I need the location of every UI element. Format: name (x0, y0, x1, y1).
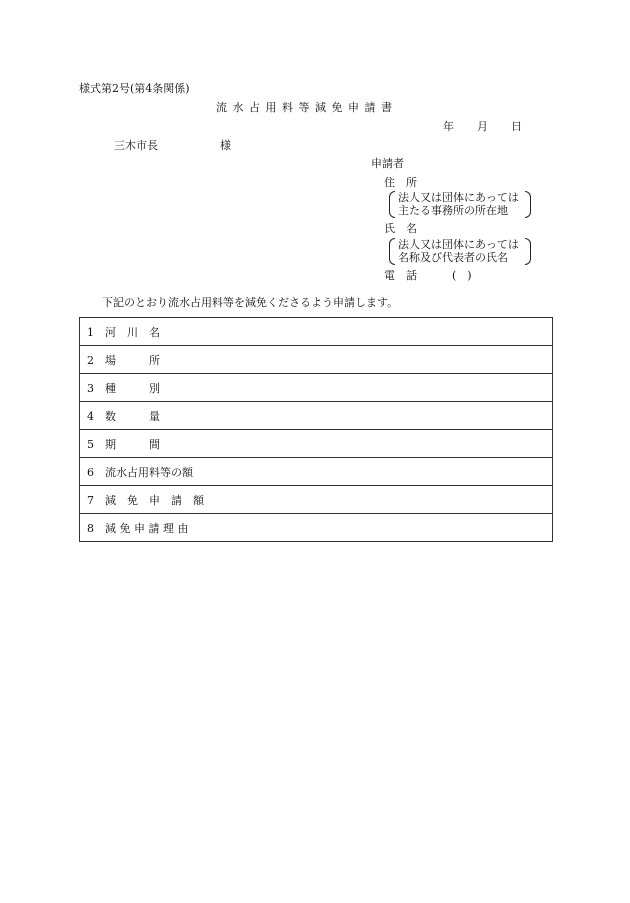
item-label: 河 川 名 (105, 325, 160, 339)
table-row (80, 374, 553, 402)
item-number: 6 (87, 465, 94, 479)
name-note-line-1: 法人又は団体にあっては (398, 238, 519, 251)
table-cell (80, 458, 553, 486)
addressee: 三木市長 (114, 139, 158, 152)
table-cell (80, 374, 553, 402)
form-number: 様式第2号(第4条関係) (79, 82, 190, 95)
table-cell (80, 346, 553, 374)
phone-parens: ( ) (452, 269, 472, 282)
table-row (80, 318, 553, 346)
honorific: 様 (220, 139, 231, 152)
item-label: 期 間 (105, 437, 160, 451)
table-row (80, 486, 553, 514)
table-cell (80, 430, 553, 458)
table-row (80, 402, 553, 430)
date-day: 日 (511, 120, 522, 133)
address-note (389, 190, 531, 218)
table-cell (80, 486, 553, 514)
table-cell (80, 514, 553, 542)
name-note-line-2: 名称及び代表者の氏名 (398, 251, 508, 264)
date-month: 月 (477, 120, 488, 133)
item-label: 種 別 (105, 381, 160, 395)
items-table (79, 317, 553, 542)
item-number: 1 (87, 325, 94, 339)
table-row (80, 514, 553, 542)
item-number: 8 (87, 521, 94, 535)
intro-text: 下記のとおり流水占用料等を減免くださるよう申請します。 (102, 296, 399, 309)
item-number: 2 (87, 353, 94, 367)
item-number: 7 (87, 493, 94, 507)
name-label: 氏 名 (384, 222, 417, 235)
item-number: 4 (87, 409, 94, 423)
table-cell (80, 402, 553, 430)
address-label: 住 所 (384, 176, 417, 189)
form-title: 流 水 占 用 料 等 減 免 申 請 書 (216, 101, 393, 114)
date-year: 年 (443, 120, 454, 133)
item-label: 流水占用料等の額 (105, 465, 193, 479)
applicant-label: 申請者 (371, 157, 404, 170)
item-label: 数 量 (105, 409, 160, 423)
table-cell (80, 318, 553, 346)
item-label: 減 免 申 請 理 由 (105, 521, 189, 535)
item-label: 減 免 申 請 額 (105, 493, 204, 507)
address-note-line-2: 主たる事務所の所在地 (398, 204, 508, 217)
item-number: 5 (87, 437, 94, 451)
address-note-line-1: 法人又は団体にあっては (398, 191, 519, 204)
item-label: 場 所 (105, 353, 160, 367)
table-row (80, 430, 553, 458)
phone-label: 電 話 (384, 269, 417, 282)
item-number: 3 (87, 381, 94, 395)
name-note (389, 237, 531, 265)
table-row (80, 346, 553, 374)
table-row (80, 458, 553, 486)
